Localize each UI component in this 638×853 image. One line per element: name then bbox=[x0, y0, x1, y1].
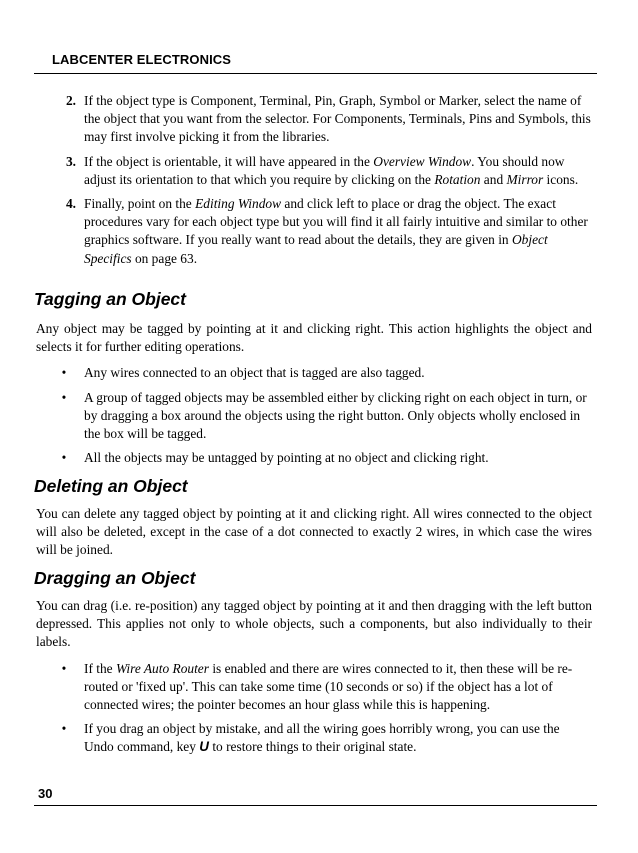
step-text: If the object type is Component, Terminal, Pin, Graph, Symbol or Marker, select the name of the object that you want from the selector. For Components, Terminals, Pins and Symbols, this may first involve picking it from the libraries. bbox=[84, 93, 591, 145]
bullet-text: If the Wire Auto Router is enabled and there are wires connected to it, then these will be re-routed or 'fixed up'. This can take some time (10 seconds or so) if the object has a lot of connected wires; the pointer becomes an hour glass while this is happening. bbox=[84, 660, 573, 713]
bullet-text: A group of tagged objects may be assembled either by clicking right on each object in turn, or by dragging a box around the objects using the right button. Only objects wholly enclosed in the box will be tagged. bbox=[84, 389, 587, 442]
footer-rule bbox=[34, 805, 597, 806]
bullet-item bbox=[36, 720, 592, 756]
bullet-list bbox=[36, 364, 592, 467]
step-text: If the object is orientable, it will have appeared in the Overview Window. You should now adjust its orientation to that which you require by clicking on the Rotation and Mirror icons. bbox=[84, 153, 579, 187]
bullet-text: Any wires connected to an object that is tagged are also tagged. bbox=[84, 365, 425, 381]
paragraph: Any object may be tagged by pointing at it and clicking right. This action highlights the object and selects it for further editing operations. bbox=[36, 321, 592, 355]
bullet-marker: • bbox=[61, 450, 67, 466]
section-body-tagging bbox=[36, 320, 592, 467]
section-body-deleting bbox=[36, 505, 592, 560]
bullet-text: If you drag an object by mistake, and all the wiring goes horribly wrong, you can use the Undo command, key U to restore things to their original state. bbox=[84, 721, 560, 755]
numbered-steps bbox=[36, 92, 592, 268]
bullet-marker: • bbox=[61, 365, 67, 381]
bullet-text: All the objects may be untagged by pointing at no object and clicking right. bbox=[84, 450, 489, 466]
section-heading-deleting: Deleting an Object bbox=[34, 476, 188, 496]
undo-key: U bbox=[199, 739, 209, 755]
step-number: 3. bbox=[65, 153, 76, 169]
bullet-marker: • bbox=[61, 660, 67, 676]
section-heading-dragging: Dragging an Object bbox=[34, 568, 196, 588]
paragraph: You can drag (i.e. re-position) any tagged object by pointing at it and then dragging with the left button depressed. This applies not only to whole objects, such a components, but also individually to their labels. bbox=[36, 598, 592, 650]
step-item bbox=[36, 153, 592, 189]
bullet-item bbox=[36, 449, 592, 467]
step-item bbox=[36, 92, 592, 147]
header-rule bbox=[34, 73, 597, 74]
section-heading-tagging: Tagging an Object bbox=[34, 289, 186, 309]
step-number: 2. bbox=[65, 93, 76, 108]
bullet-list bbox=[36, 660, 592, 757]
bullet-item bbox=[36, 364, 592, 382]
section-body-dragging bbox=[36, 597, 592, 757]
page-number: 30 bbox=[38, 786, 53, 801]
bullet-item bbox=[36, 660, 592, 715]
bullet-marker: • bbox=[61, 721, 67, 737]
step-item bbox=[36, 195, 592, 268]
paragraph: You can delete any tagged object by pointing at it and clicking right. All wires connected to the object will also be deleted, except in the case of a dot connected to exactly 2 wires, in which case the wires will be joined. bbox=[36, 506, 592, 558]
bullet-item bbox=[36, 389, 592, 444]
running-header: LABCENTER ELECTRONICS bbox=[52, 52, 232, 67]
step-number: 4. bbox=[65, 196, 76, 212]
step-text: Finally, point on the Editing Window and click left to place or drag the object. The exact procedures vary for each object type but you will find it all fairly intuitive and similar to other graphics software. If you really want to read about the details, they are given in Object Specifics on page 63. bbox=[84, 196, 588, 266]
bullet-marker: • bbox=[61, 389, 67, 405]
